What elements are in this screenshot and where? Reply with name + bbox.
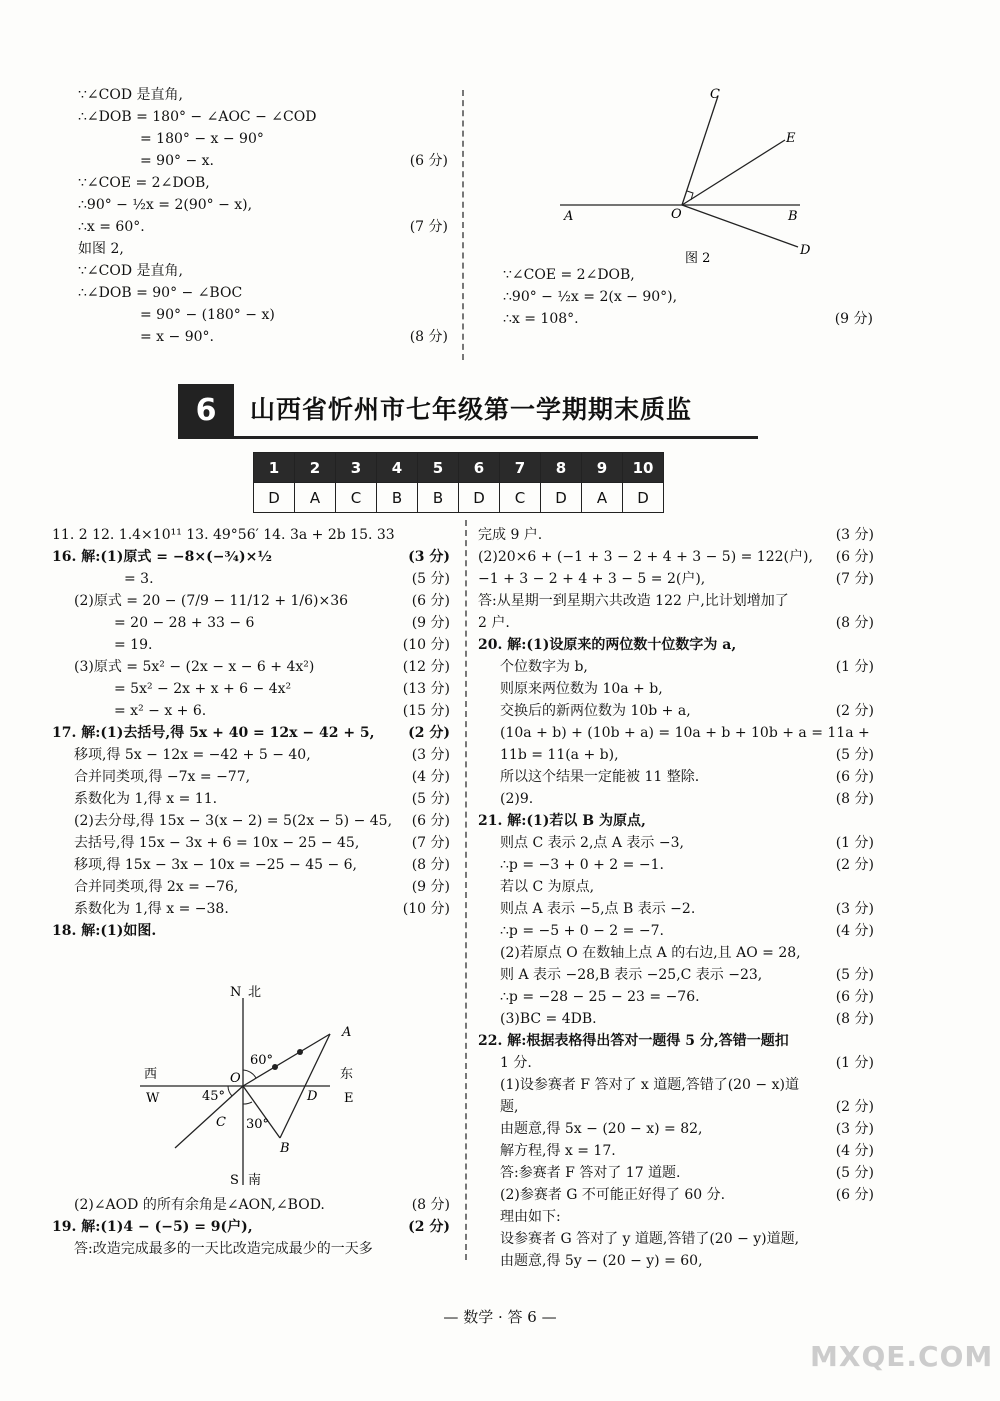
answer-cell: D: [623, 483, 664, 513]
line-text: ∴90° − ½x = 2(90° − x),: [78, 197, 253, 213]
line-text: ∵∠COD 是直角,: [78, 263, 183, 279]
text-line: [503, 286, 873, 308]
fig2-label-a: A: [564, 209, 574, 224]
text-line: [478, 700, 874, 722]
fig18-c: C: [216, 1115, 226, 1130]
text-line: [52, 1238, 450, 1260]
text-line: [52, 634, 450, 656]
text-line: [78, 326, 448, 348]
question-number: 2: [295, 453, 336, 483]
line-text: 答:从星期一到星期六共改造 122 户,比计划增加了: [478, 593, 789, 609]
text-line: [78, 282, 448, 304]
score-label: (3 分): [835, 1121, 874, 1137]
score-label: (8 分): [411, 1197, 450, 1213]
answer-table: [253, 452, 664, 513]
fig18-d: D: [307, 1089, 318, 1104]
line-text: 系数化为 1,得 x = 11.: [74, 791, 218, 807]
line-text: 若以 C 为原点,: [500, 879, 595, 895]
answer-cell: A: [295, 483, 336, 513]
answer-cell: D: [254, 483, 295, 513]
line-text: (2)原式 = 20 − (7/9 − 11/12 + 1/6)×36: [74, 593, 349, 609]
top-right-column: [503, 264, 873, 330]
text-line: [78, 150, 448, 172]
text-line: [478, 1162, 874, 1184]
text-line: [478, 524, 874, 546]
fig18-b: B: [280, 1141, 290, 1156]
score-label: (2 分): [408, 1219, 450, 1235]
line-text: ∴p = −28 − 25 − 23 = −76.: [500, 989, 700, 1005]
text-line: [478, 678, 874, 700]
text-line: [52, 678, 450, 700]
line-text: 11. 2 12. 1.4×10¹¹ 13. 49°56′ 14. 3a + 2b 15. 33: [52, 527, 395, 543]
line-text: ∴x = 60°.: [78, 219, 145, 235]
line-text: 16. 解:(1)原式 = −8×(−¾)×½: [52, 549, 272, 565]
line-text: 则点 A 表示 −5,点 B 表示 −2.: [500, 901, 696, 917]
text-line: [78, 304, 448, 326]
text-line: [78, 238, 448, 260]
text-line: [478, 942, 874, 964]
text-line: [478, 1206, 874, 1228]
score-label: (8 分): [409, 329, 448, 345]
line-text: 11b = 11(a + b),: [500, 747, 619, 763]
line-text: = x − 90°.: [140, 329, 214, 345]
score-label: (2 分): [835, 857, 874, 873]
text-line: [478, 1030, 874, 1052]
score-label: (3 分): [408, 549, 450, 565]
line-text: 答:参赛者 F 答对了 17 道题.: [500, 1165, 681, 1181]
score-label: (5 分): [411, 791, 450, 807]
score-label: (6 分): [411, 813, 450, 829]
text-line: [52, 832, 450, 854]
score-label: (7 分): [409, 219, 448, 235]
answer-cell: D: [459, 483, 500, 513]
line-text: 则 A 表示 −28,B 表示 −25,C 表示 −23,: [500, 967, 763, 983]
column-divider: [462, 90, 464, 360]
text-line: [52, 524, 450, 546]
text-line: [478, 1250, 874, 1272]
score-label: (3 分): [411, 747, 450, 763]
score-label: (8 分): [835, 1011, 874, 1027]
text-line: [52, 700, 450, 722]
answer-cell: D: [541, 483, 582, 513]
text-line: [52, 546, 450, 568]
score-label: (12 分): [402, 659, 450, 675]
text-line: [478, 766, 874, 788]
text-line: [78, 84, 448, 106]
score-label: (3 分): [835, 901, 874, 917]
line-text: 题,: [500, 1099, 519, 1115]
figure-2: [560, 82, 820, 272]
question-number: 1: [254, 453, 295, 483]
text-line: [478, 722, 874, 744]
fig18-angle60: 60°: [250, 1053, 274, 1068]
line-text: 21. 解:(1)若以 B 为原点,: [478, 813, 646, 829]
score-label: (7 分): [835, 571, 874, 587]
score-label: (5 分): [835, 967, 874, 983]
line-text: (2)∠AOD 的所有余角是∠AON,∠BOD.: [74, 1197, 325, 1213]
answer-cell: C: [336, 483, 377, 513]
text-line: [478, 1140, 874, 1162]
fig18-south: 南: [248, 1173, 262, 1188]
score-label: (6 分): [835, 769, 874, 785]
line-text: ∴∠DOB = 180° − ∠AOC − ∠COD: [78, 109, 317, 125]
text-line: [52, 766, 450, 788]
answer-cell: A: [582, 483, 623, 513]
text-line: [478, 854, 874, 876]
score-label: (6 分): [409, 153, 448, 169]
text-line: [52, 788, 450, 810]
question-number: 9: [582, 453, 623, 483]
text-line: [78, 172, 448, 194]
score-label: (4 分): [835, 923, 874, 939]
text-line: [478, 656, 874, 678]
line-text: 则原来两位数为 10a + b,: [500, 681, 663, 697]
text-line: [478, 788, 874, 810]
text-line: [52, 568, 450, 590]
fig18-w: W: [146, 1091, 160, 1106]
text-line: [52, 920, 450, 942]
text-line: [478, 810, 874, 832]
text-line: [478, 634, 874, 656]
line-text: 去括号,得 15x − 3x + 6 = 10x − 25 − 45,: [74, 835, 360, 851]
line-text: (3)原式 = 5x² − (2x − x − 6 + 4x²): [74, 659, 315, 675]
score-label: (15 分): [402, 703, 450, 719]
text-line: [478, 986, 874, 1008]
score-label: (3 分): [835, 527, 874, 543]
fig2-caption: 图 2: [685, 251, 711, 266]
line-text: 由题意,得 5x − (20 − x) = 82,: [500, 1121, 703, 1137]
question-number: 7: [500, 453, 541, 483]
text-line: [78, 194, 448, 216]
score-label: (9 分): [834, 311, 873, 327]
score-label: (8 分): [835, 791, 874, 807]
text-line: [52, 810, 450, 832]
text-line: [478, 590, 874, 612]
text-line: [478, 832, 874, 854]
line-text: (2)参赛者 G 不可能正好得了 60 分.: [500, 1187, 726, 1203]
line-text: = 3.: [124, 571, 154, 587]
text-line: [52, 1194, 450, 1216]
line-text: (2)若原点 O 在数轴上点 A 的右边,且 AO = 28,: [500, 945, 801, 961]
answer-cell: B: [418, 483, 459, 513]
line-text: (1)设参赛者 F 答对了 x 道题,答错了(20 − x)道: [500, 1077, 799, 1093]
line-text: 则点 C 表示 2,点 A 表示 −3,: [500, 835, 684, 851]
question-number: 4: [377, 453, 418, 483]
score-label: (4 分): [411, 769, 450, 785]
text-line: [503, 264, 873, 286]
answer-cell: C: [500, 483, 541, 513]
score-label: (8 分): [411, 857, 450, 873]
figure-18: [140, 980, 380, 1190]
text-line: [478, 1228, 874, 1250]
score-label: (7 分): [411, 835, 450, 851]
line-text: (3)BC = 4DB.: [500, 1011, 597, 1027]
line-text: = 5x² − 2x + x + 6 − 4x²: [114, 681, 292, 697]
fig2-label-e: E: [786, 131, 796, 146]
line-text: 如图 2,: [78, 241, 124, 257]
text-line: [478, 898, 874, 920]
text-line: [478, 568, 874, 590]
text-line: [478, 1118, 874, 1140]
line-text: ∵∠COE = 2∠DOB,: [503, 267, 635, 283]
line-text: 完成 9 户.: [478, 527, 543, 543]
text-line: [52, 876, 450, 898]
line-text: 所以这个结果一定能被 11 整除.: [500, 769, 700, 785]
line-text: 22. 解:根据表格得出答对一题得 5 分,答错一题扣: [478, 1033, 789, 1049]
column-divider: [465, 520, 467, 1260]
score-label: (6 分): [835, 989, 874, 1005]
text-line: [478, 964, 874, 986]
line-text: 移项,得 5x − 12x = −42 + 5 − 40,: [74, 747, 311, 763]
line-text: = 20 − 28 + 33 − 6: [114, 615, 255, 631]
text-line: [52, 1216, 450, 1238]
fig18-n: N: [230, 985, 242, 1000]
line-text: 合并同类项,得 −7x = −77,: [74, 769, 251, 785]
text-line: [78, 128, 448, 150]
question-number: 10: [623, 453, 664, 483]
question-number: 3: [336, 453, 377, 483]
line-text: (2)20×6 + (−1 + 3 − 2 + 4 + 3 − 5) = 122(户),: [478, 549, 813, 565]
fig18-east: 东: [340, 1067, 354, 1082]
line-text: 由题意,得 5y − (20 − y) = 60,: [500, 1253, 703, 1269]
watermark: MXQE.COM: [810, 1340, 994, 1373]
text-line: [478, 876, 874, 898]
line-text: = 90° − (180° − x): [140, 307, 275, 323]
fig2-label-d: D: [800, 243, 811, 258]
line-text: 19. 解:(1)4 − (−5) = 9(户),: [52, 1219, 253, 1235]
fig2-label-o: O: [671, 207, 682, 222]
bottom-left-column: [52, 524, 450, 942]
fig18-a: A: [342, 1025, 352, 1040]
line-text: 合并同类项,得 2x = −76,: [74, 879, 239, 895]
text-line: [78, 106, 448, 128]
bottom-right-column: [478, 524, 874, 1272]
top-left-column: [78, 84, 448, 348]
score-label: (2 分): [835, 703, 874, 719]
text-line: [52, 854, 450, 876]
page-footer: — 数学 · 答 6 —: [443, 1308, 557, 1326]
text-line: [52, 744, 450, 766]
line-text: 交换后的新两位数为 10b + a,: [500, 703, 691, 719]
fig18-angle45: 45°: [202, 1089, 226, 1104]
section-header: [178, 384, 758, 438]
text-line: [478, 1052, 874, 1074]
section-title: 山西省忻州市七年级第一学期期末质监: [250, 395, 693, 424]
score-label: (5 分): [835, 1165, 874, 1181]
text-line: [52, 590, 450, 612]
text-line: [478, 920, 874, 942]
question-number: 8: [541, 453, 582, 483]
line-text: = 90° − x.: [140, 153, 214, 169]
score-label: (4 分): [835, 1143, 874, 1159]
fig18-west: 西: [144, 1067, 158, 1082]
line-text: 个位数字为 b,: [500, 659, 588, 675]
line-text: = 19.: [114, 637, 153, 653]
line-text: ∵∠COE = 2∠DOB,: [78, 175, 210, 191]
line-text: 移项,得 15x − 3x − 10x = −25 − 45 − 6,: [74, 857, 357, 873]
fig2-label-c: C: [710, 87, 720, 102]
line-text: = 180° − x − 90°: [140, 131, 264, 147]
answer-table-header-row: [254, 453, 664, 483]
score-label: (10 分): [402, 901, 450, 917]
text-line: [478, 744, 874, 766]
line-text: 答:改造完成最多的一天比改造完成最少的一天多: [74, 1241, 373, 1257]
line-text: 1 分.: [500, 1055, 532, 1071]
answer-table-answer-row: [254, 483, 664, 513]
text-line: [478, 1074, 874, 1096]
score-label: (1 分): [835, 835, 874, 851]
fig18-s: S: [230, 1173, 239, 1188]
line-text: 17. 解:(1)去括号,得 5x + 40 = 12x − 42 + 5,: [52, 725, 375, 741]
text-line: [478, 1184, 874, 1206]
text-line: [503, 308, 873, 330]
score-label: (6 分): [835, 549, 874, 565]
fig18-o: O: [230, 1071, 241, 1086]
line-text: 设参赛者 G 答对了 y 道题,答错了(20 − y)道题,: [500, 1231, 800, 1247]
line-text: ∴x = 108°.: [503, 311, 579, 327]
line-text: = x² − x + 6.: [114, 703, 207, 719]
line-text: 理由如下:: [500, 1209, 561, 1225]
text-line: [52, 898, 450, 920]
score-label: (2 分): [835, 1099, 874, 1115]
text-line: [78, 216, 448, 238]
score-label: (1 分): [835, 1055, 874, 1071]
text-line: [478, 612, 874, 634]
fig18-e: E: [344, 1091, 354, 1106]
text-line: [52, 612, 450, 634]
fig18-north: 北: [248, 985, 262, 1000]
bottom-left-after-column: [52, 1194, 450, 1260]
text-line: [478, 1008, 874, 1030]
fig2-label-b: B: [788, 209, 798, 224]
line-text: ∴p = −3 + 0 + 2 = −1.: [500, 857, 664, 873]
text-line: [478, 546, 874, 568]
score-label: (10 分): [402, 637, 450, 653]
score-label: (5 分): [835, 747, 874, 763]
line-text: 系数化为 1,得 x = −38.: [74, 901, 229, 917]
score-label: (5 分): [411, 571, 450, 587]
question-number: 6: [459, 453, 500, 483]
line-text: ∴p = −5 + 0 − 2 = −7.: [500, 923, 664, 939]
text-line: [52, 656, 450, 678]
line-text: 18. 解:(1)如图.: [52, 923, 157, 939]
score-label: (8 分): [835, 615, 874, 631]
text-line: [78, 260, 448, 282]
line-text: ∴∠DOB = 90° − ∠BOC: [78, 285, 243, 301]
line-text: 20. 解:(1)设原来的两位数十位数字为 a,: [478, 637, 737, 653]
score-label: (9 分): [411, 879, 450, 895]
line-text: (2)9.: [500, 791, 534, 807]
line-text: 2 户.: [478, 615, 510, 631]
score-label: (2 分): [408, 725, 450, 741]
line-text: 解方程,得 x = 17.: [500, 1143, 616, 1159]
line-text: ∴90° − ½x = 2(x − 90°),: [503, 289, 678, 305]
text-line: [52, 722, 450, 744]
section-underline: [178, 436, 758, 439]
question-number: 5: [418, 453, 459, 483]
section-number: 6: [178, 384, 234, 438]
answer-cell: B: [377, 483, 418, 513]
score-label: (1 分): [835, 659, 874, 675]
text-line: [478, 1096, 874, 1118]
line-text: (2)去分母,得 15x − 3(x − 2) = 5(2x − 5) − 45,: [74, 813, 393, 829]
fig18-angle30: 30°: [246, 1117, 270, 1132]
score-label: (6 分): [835, 1187, 874, 1203]
score-label: (6 分): [411, 593, 450, 609]
line-text: (10a + b) + (10b + a) = 10a + b + 10b + a = 11a +: [500, 725, 870, 741]
line-text: −1 + 3 − 2 + 4 + 3 − 5 = 2(户),: [478, 571, 706, 587]
line-text: ∵∠COD 是直角,: [78, 87, 183, 103]
score-label: (13 分): [402, 681, 450, 697]
score-label: (9 分): [411, 615, 450, 631]
